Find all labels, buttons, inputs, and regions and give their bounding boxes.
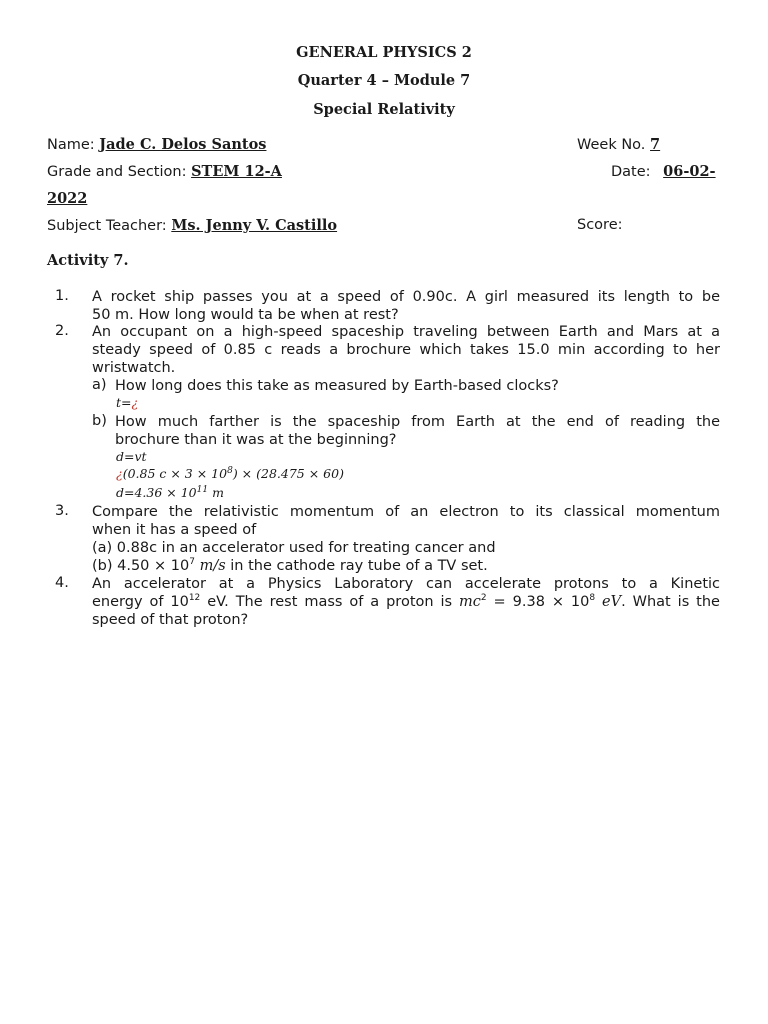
teacher-label: Subject Teacher: bbox=[47, 218, 167, 234]
question-2b-work-line2: ¿(0.85 $c \times 3 \times 10^8) \times (28.475 \times 60)$ bbox=[116, 465, 344, 481]
question-2: An occupant on a high-speed spaceship traveling between Earth and Mars at a steady speed of 0.85 c reads a brochure which takes 15.0 min according to her wristwatch. bbox=[92, 324, 720, 376]
question-4: An accelerator at a Physics Laboratory can accelerate protons to a Kinetic energy of $10^{12}$ eV. The rest mass of a proton is $mc^2 = 9.38 \times 10^8$ eV. What is the speed of that proton? bbox=[92, 576, 720, 628]
teacher-row bbox=[47, 217, 337, 234]
date-row bbox=[611, 163, 716, 180]
question-3: Compare the relativistic momentum of an electron to its classical momentum when it has a speed of (a) 0.88c in an accelerator used for treating cancer and (b) $4.50 \times 10^7$ m/s in the cathode ray tube of a TV set. bbox=[92, 504, 720, 574]
name-value: Jade C. Delos Santos bbox=[99, 136, 267, 153]
question-2a-answer: t=¿ bbox=[116, 395, 139, 410]
grade-label: Grade and Section: bbox=[47, 164, 187, 180]
week-value: 7 bbox=[650, 136, 661, 153]
document-title: GENERAL PHYSICS 2 bbox=[296, 44, 472, 61]
grade-value: STEM 12-A bbox=[191, 163, 282, 180]
name-label: Name: bbox=[47, 137, 95, 153]
question-2-number: 2. bbox=[55, 323, 69, 339]
date-value-part2: 2022 bbox=[47, 190, 88, 207]
teacher-value: Ms. Jenny V. Castillo bbox=[171, 217, 338, 234]
question-2a-text: How long does this take as measured by Earth-based clocks? bbox=[115, 378, 559, 394]
name-row bbox=[47, 136, 266, 153]
week-row bbox=[577, 136, 660, 153]
question-2b-work-line1: d=vt bbox=[116, 449, 147, 464]
question-1-number: 1. bbox=[55, 288, 69, 304]
question-3-number: 3. bbox=[55, 503, 69, 519]
activity-title: Activity 7. bbox=[47, 252, 129, 269]
date-value-part1: 06-02- bbox=[663, 163, 716, 180]
question-2b-work-line3: $d=4.36 \times 10^{11}$ m bbox=[116, 484, 224, 500]
question-2b-label: b) bbox=[92, 413, 107, 429]
grade-row bbox=[47, 163, 282, 180]
document-topic: Special Relativity bbox=[313, 101, 455, 118]
question-1: A rocket ship passes you at a speed of 0.90c. A girl measured its length to be 50 m. How long would ta be when at rest? bbox=[92, 289, 720, 323]
score-label: Score: bbox=[577, 217, 623, 233]
week-label: Week No. bbox=[577, 137, 646, 153]
document-quarter: Quarter 4 – Module 7 bbox=[297, 72, 471, 89]
question-2b-text: How much farther is the spaceship from Earth at the end of reading the brochure than it was at the beginning? bbox=[115, 414, 720, 448]
date-label: Date: bbox=[611, 164, 651, 180]
question-4-number: 4. bbox=[55, 575, 69, 591]
question-2a-label: a) bbox=[92, 377, 107, 393]
